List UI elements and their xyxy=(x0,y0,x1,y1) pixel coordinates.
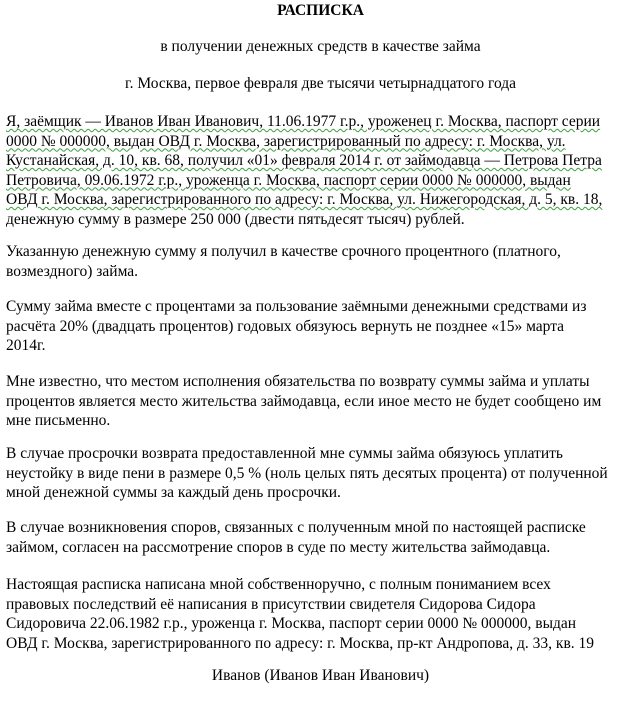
paragraph-disputes xyxy=(6,518,636,557)
document-subtitle: в получении денежных средств в качестве займа xyxy=(160,38,481,55)
text-line: процентов является место жительства займодавца, если иное место не будет сообщено им xyxy=(6,392,602,410)
text-line: неустойку в виде пени в размере 0,5 % (ноль целых пять десятых процента) от полученной xyxy=(6,464,608,482)
paragraph-borrower-details xyxy=(6,112,636,229)
text-line: денежную сумму в размере 250 000 (двести пятьдесят тысяч) рублей. xyxy=(6,210,465,228)
place-and-date: г. Москва, первое февраля две тысячи четырнадцатого года xyxy=(124,75,517,92)
text-line: Указанную денежную сумму я получил в качестве срочного процентного (платного, xyxy=(6,243,561,260)
text-line: В случае возникновения споров, связанных с полученным мной по настоящей расписке xyxy=(6,519,586,536)
text-line: Мне известно, что местом исполнения обязательства по возврату суммы займа и уплаты xyxy=(6,373,590,390)
paragraph-repayment xyxy=(6,297,636,356)
paragraph-loan-type xyxy=(6,242,636,281)
text-line: ОВД г. Москва, зарегистрированного по адресу: г. Москва, пр-кт Андропова, д. 33, кв. 19 xyxy=(6,634,595,652)
paragraph-penalty xyxy=(6,444,636,503)
paragraph-place-of-performance xyxy=(6,372,636,431)
text-line: Я, заёмщик — Иванов Иван Иванович, 11.06.1977 г.р., уроженец г. Москва, паспорт серии xyxy=(6,113,601,130)
signature-line: Иванов (Иванов Иван Иванович) xyxy=(211,667,430,684)
text-line: возмездного) займа. xyxy=(6,262,139,280)
text-line: расчёта 20% (двадцать процентов) годовых обязуюсь вернуть не позднее «15» марта xyxy=(6,317,565,335)
text-line: ОВД г. Москва, зарегистрированного по адресу: г. Москва, ул. Нижегородская, д. 5, кв. 18, xyxy=(6,191,603,208)
text-line: правовых последствий её написания в присутствии свидетеля Сидорова Сидора xyxy=(6,595,536,613)
text-line: В случае просрочки возврата предоставленной мне суммы займа обязуюсь уплатить xyxy=(6,445,563,462)
text-line: Настоящая расписка написана мной собственноручно, с полным пониманием всех xyxy=(6,576,551,593)
document-title: РАСПИСКА xyxy=(277,2,364,19)
text-line: займом, согласен на рассмотрение споров в суде по месту жительства займодавца. xyxy=(6,538,551,556)
text-line: Сумму займа вместе с процентами за пользование заёмными денежными средствами из xyxy=(6,298,587,315)
text-line: Кустанайская, д. 10, кв. 68, получил «01» февраля 2014 г. от займодавца — Петрова Петра xyxy=(6,152,602,169)
paragraph-witness xyxy=(6,575,636,653)
text-line: 0000 № 000000, выдан ОВД г. Москва, зарегистрированный по адресу: г. Москва, ул. xyxy=(6,132,566,150)
text-line: Петровича, 09.06.1972 г.р., уроженца г. Москва, паспорт серии 0000 № 000000, выдан xyxy=(6,171,571,189)
text-line: 2014г. xyxy=(6,337,46,354)
text-line: Сидоровича 22.06.1982 г.р., уроженца г. Москва, паспорт серии 0000 № 000000, выдан xyxy=(6,615,577,632)
text-line: мне письменно. xyxy=(6,412,111,429)
text-line: мной денежной суммы за каждый день просрочки. xyxy=(6,484,341,501)
